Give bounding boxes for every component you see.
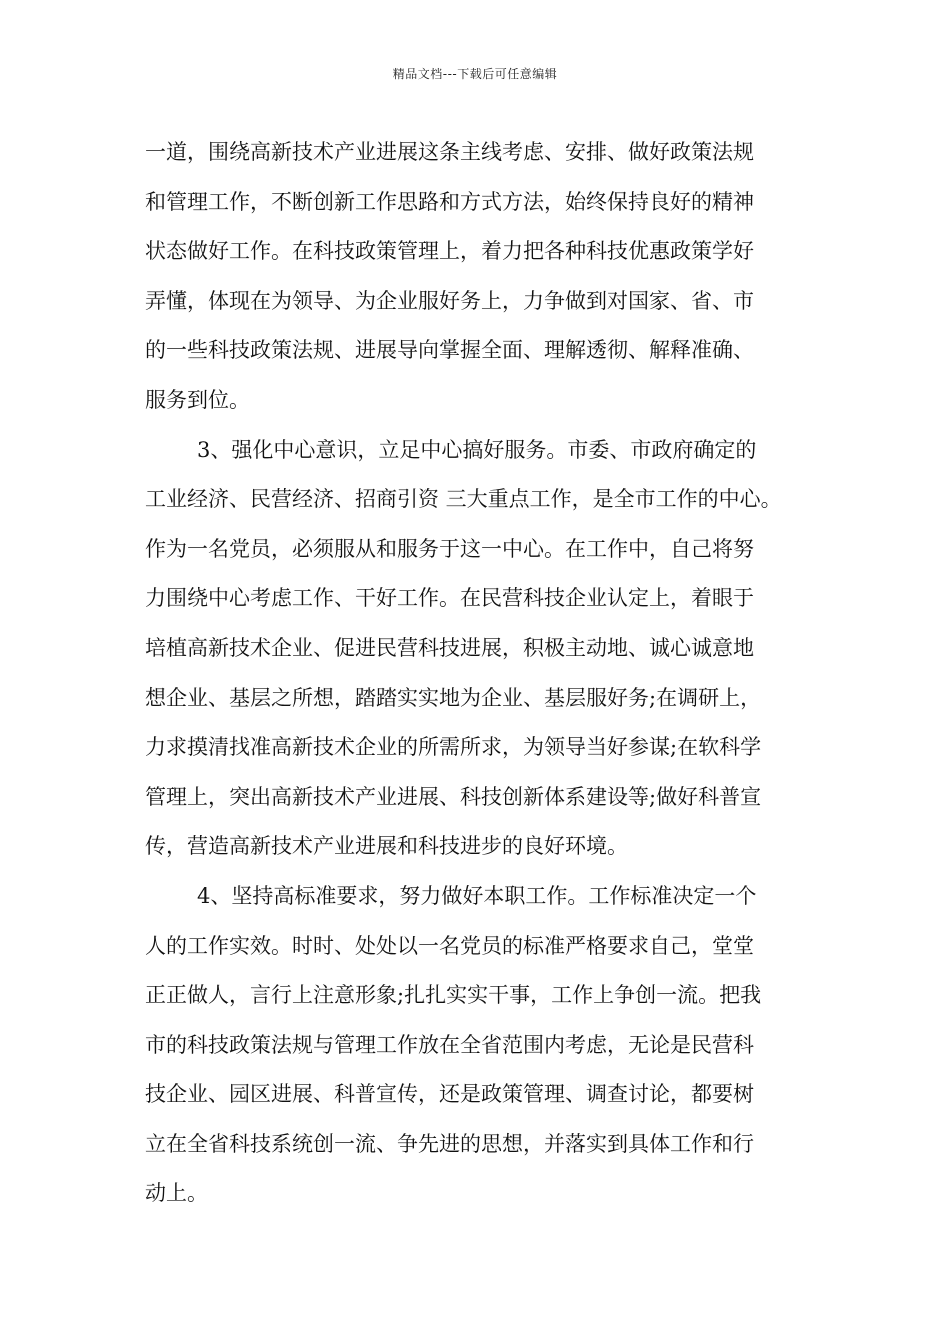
text-line: 立在全省科技系统创一流、争先进的思想，并落实到具体工作和行 (145, 1131, 754, 1156)
text-line: 技企业、园区进展、科普宣传，还是政策管理、调查讨论，都要树 (145, 1082, 754, 1107)
text-line: 正正做人，言行上注意形象;扎扎实实干事，工作上争创一流。把我 (145, 983, 762, 1008)
text-line: 和管理工作，不断创新工作思路和方式方法，始终保持良好的精神 (145, 189, 754, 214)
text-line: 传，营造高新技术产业进展和科技进步的良好环境。 (145, 834, 628, 859)
text-line: 工业经济、民营经济、招商引资 三大重点工作，是全市工作的中心。 (145, 487, 782, 512)
paragraph-first-line: 3、强化中心意识，立足中心搞好服务。市委、市政府确定的 (197, 437, 757, 462)
text-line: 的一些科技政策法规、进展导向掌握全面、理解透彻、解释准确、 (145, 338, 754, 363)
text-line: 一道，围绕高新技术产业进展这条主线考虑、安排、做好政策法规 (145, 140, 754, 164)
text-line: 弄懂，体现在为领导、为企业服好务上，力争做到对国家、省、市 (145, 288, 754, 313)
page-header: 精品文档---下载后可任意编辑 (392, 67, 558, 81)
text-line: 想企业、基层之所想，踏踏实实地为企业、基层服好务;在调研上， (145, 685, 762, 710)
paragraph-first-line: 4、坚持高标准要求，努力做好本职工作。工作标准决定一个 (197, 883, 757, 908)
text-line: 作为一名党员，必须服从和服务于这一中心。在工作中，自己将努 (145, 536, 754, 561)
text-line: 人的工作实效。时时、处处以一名党员的标准严格要求自己，堂堂 (145, 933, 754, 958)
text-line: 力求摸清找准高新技术企业的所需所求，为领导当好参谋;在软科学 (145, 735, 762, 760)
text-line: 市的科技政策法规与管理工作放在全省范围内考虑，无论是民营科 (145, 1032, 754, 1057)
text-line: 状态做好工作。在科技政策管理上，着力把各种科技优惠政策学好 (145, 239, 754, 264)
text-line: 服务到位。 (145, 387, 250, 412)
text-line: 管理上，突出高新技术产业进展、科技创新体系建设等;做好科普宣 (145, 784, 762, 809)
text-line: 培植高新技术企业、促进民营科技进展，积极主动地、诚心诚意地 (145, 635, 754, 660)
text-line: 力围绕中心考虑工作、干好工作。在民营科技企业认定上，着眼于 (145, 586, 754, 611)
text-line: 动上。 (145, 1181, 208, 1206)
document-body (145, 128, 810, 1219)
